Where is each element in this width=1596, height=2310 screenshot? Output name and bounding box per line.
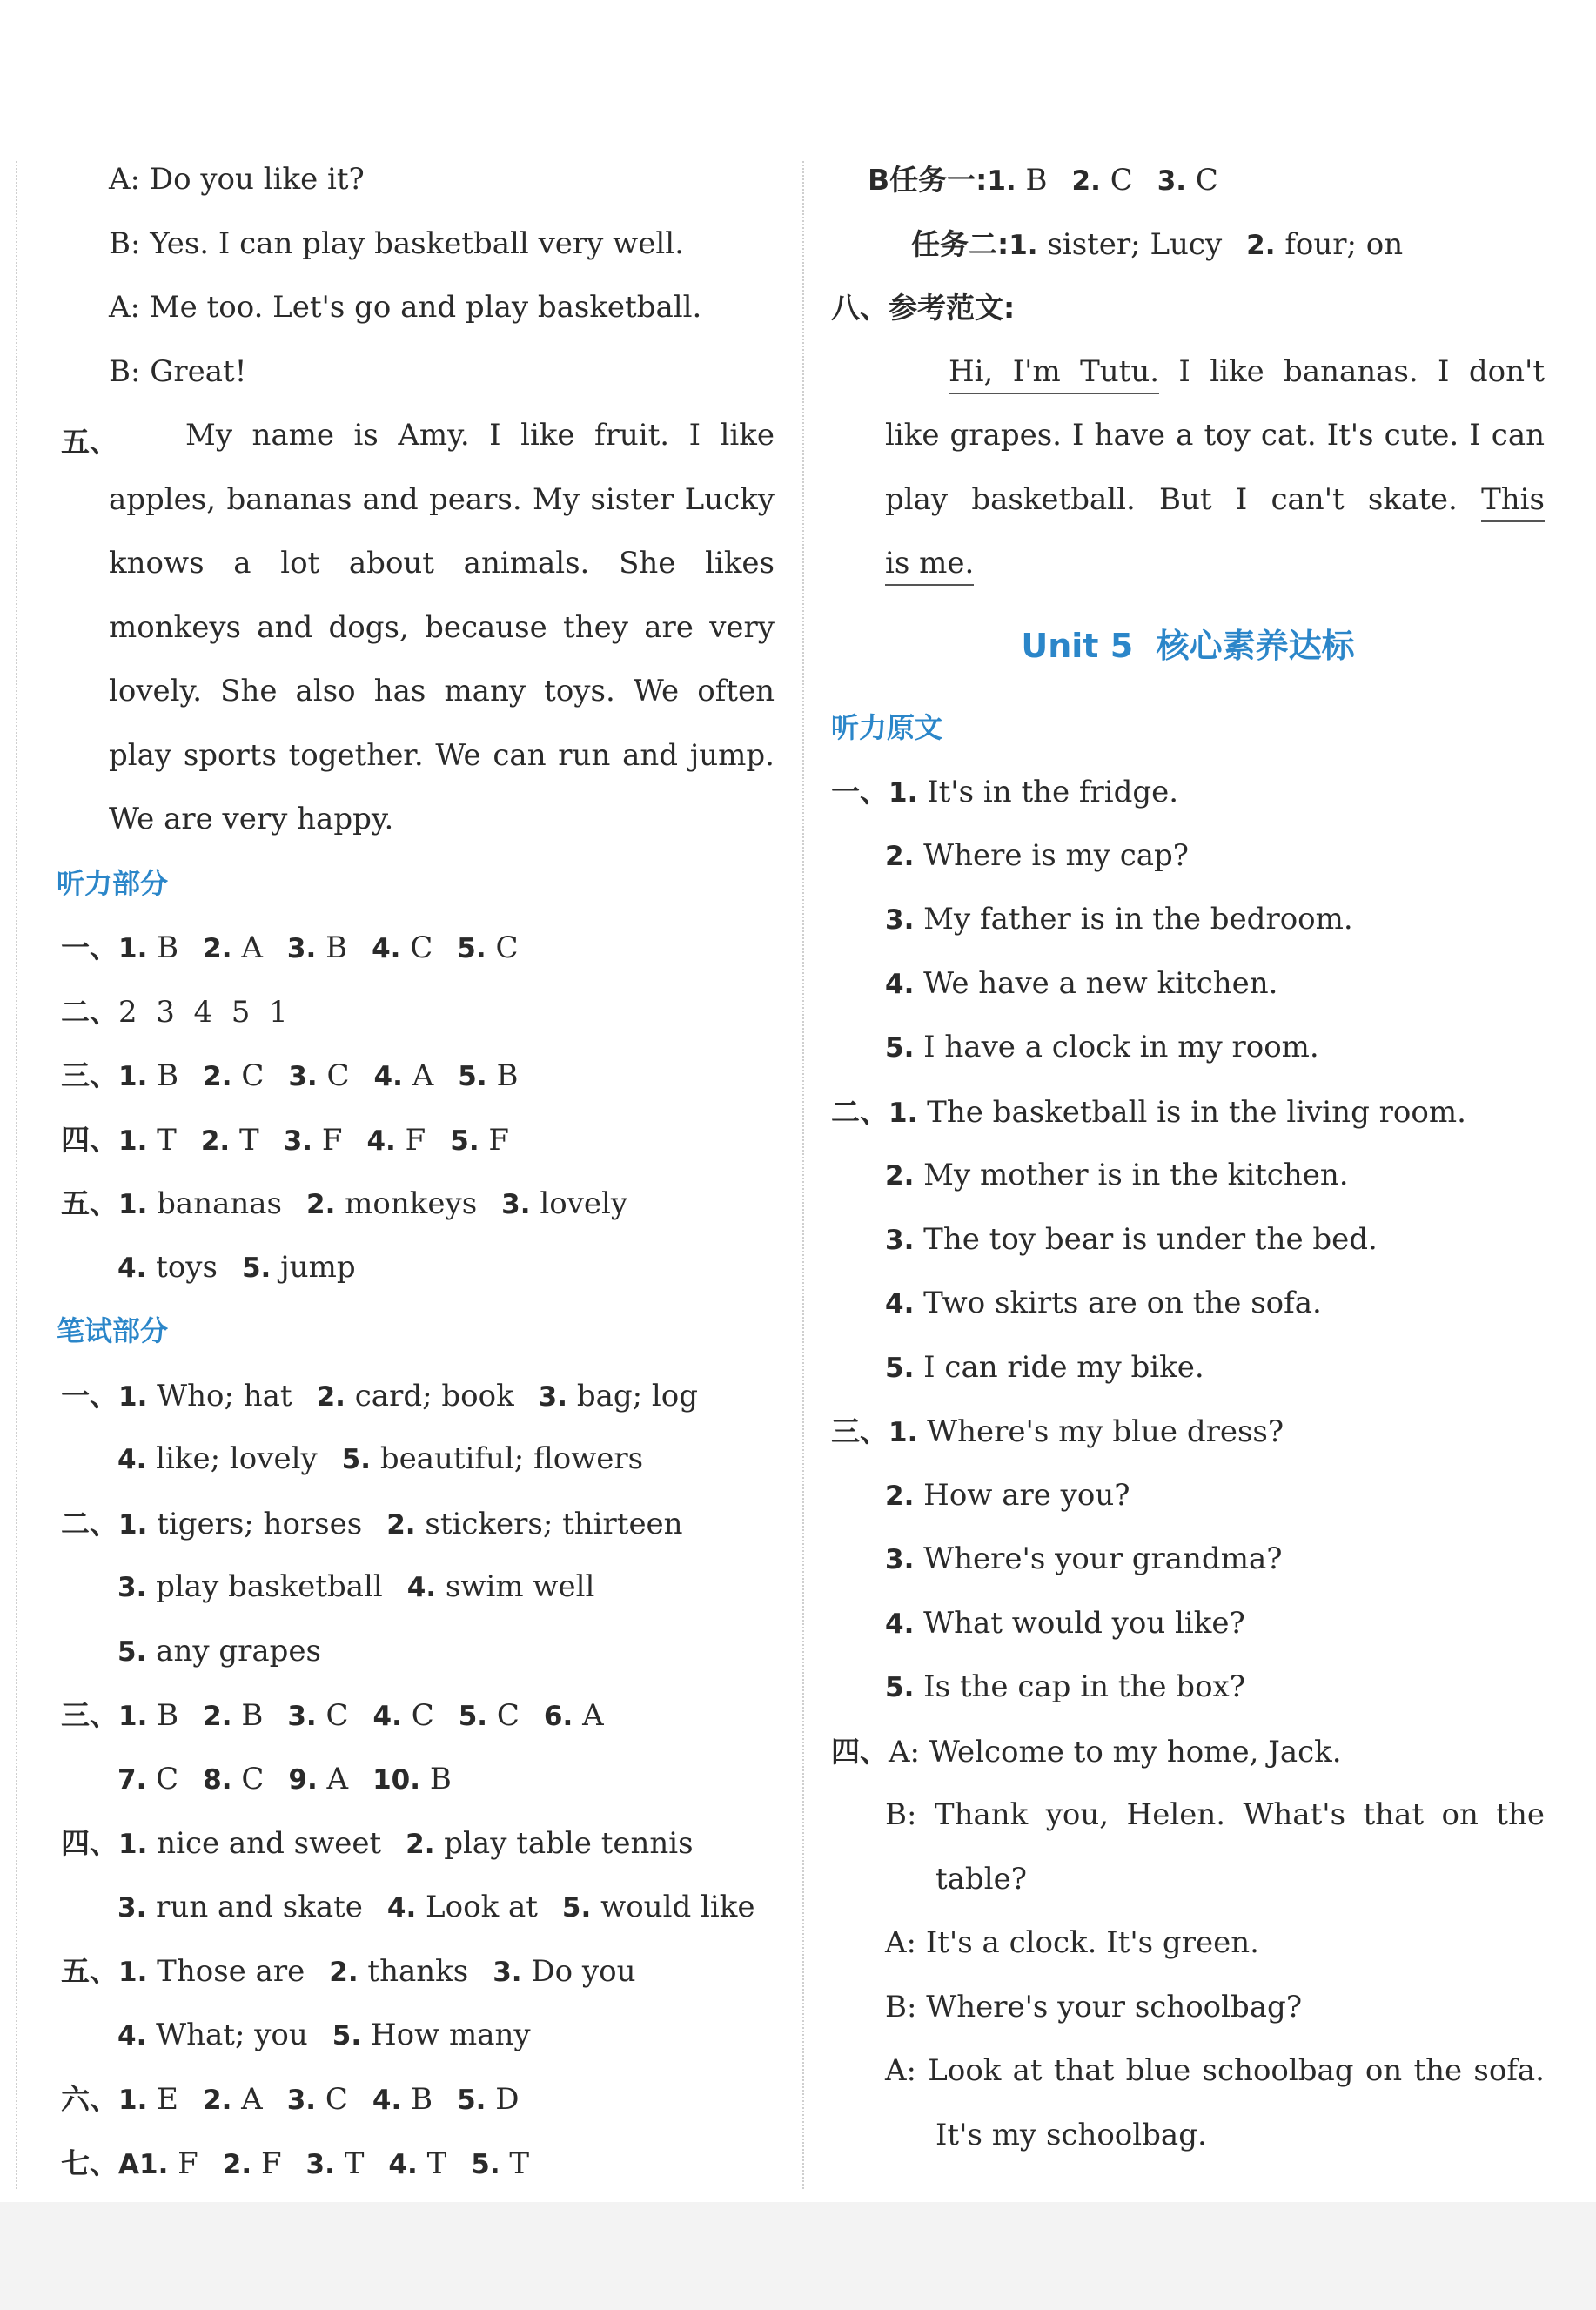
answer: like; lovely — [156, 1441, 318, 1476]
section-label: 四、 — [61, 1826, 118, 1860]
answer-row — [61, 2132, 775, 2196]
script-row — [831, 760, 1545, 824]
answer-row — [61, 1364, 775, 1428]
passage-line: play sports together. We can run and jump. — [109, 737, 775, 773]
script-row — [831, 1464, 1545, 1528]
underlined-text: Hi, I'm Tutu. — [949, 354, 1159, 394]
passage-block — [61, 404, 775, 852]
answer: T — [426, 2145, 447, 2181]
answer-row — [61, 1939, 775, 2004]
answer: monkeys — [345, 1186, 478, 1221]
section-label: 四、 — [61, 1122, 118, 1157]
script-row — [831, 1592, 1545, 1656]
item-number: 4. — [388, 2148, 418, 2180]
item-number: 5. — [471, 2148, 500, 2180]
section-label: 一、 — [61, 930, 118, 964]
section-label: 二、 — [61, 994, 118, 1029]
item-number: 4. — [117, 1444, 147, 1475]
passage-line: lovely. She also has many toys. We often — [109, 674, 775, 708]
script-row — [831, 1272, 1545, 1336]
item-number: 1. — [118, 2085, 148, 2116]
section-label: B任务一: — [868, 163, 988, 197]
item-number: 1. — [118, 1061, 148, 1092]
answer-row — [61, 1683, 775, 1748]
answer: sister; Lucy — [1047, 226, 1223, 262]
script-row: A: It's a clock. It's green. — [885, 1925, 1259, 1960]
item-number: 4. — [386, 1891, 417, 1924]
item-number: 3. — [117, 1891, 147, 1924]
item-number: 4. — [372, 2085, 402, 2116]
answer-row — [61, 1236, 775, 1300]
answer: bananas — [157, 1186, 282, 1221]
answer: C — [241, 1761, 265, 1796]
left-column — [57, 148, 775, 2195]
item-number: 2. — [1071, 165, 1101, 197]
answer: Do you — [531, 1954, 636, 1989]
answer-row — [61, 1492, 775, 1556]
script-text: A: Welcome to my home, Jack. — [889, 1734, 1342, 1769]
script-text: Is the cap in the box? — [923, 1669, 1245, 1704]
unit-title: Unit 5 核心素养达标 — [1021, 626, 1355, 665]
answer: B — [157, 930, 179, 965]
item-number: 4. — [885, 968, 915, 1000]
section-heading-listening-script: 听力原文 — [831, 710, 943, 744]
answer-row — [61, 2067, 775, 2132]
answer-row — [61, 916, 775, 980]
answer: E — [157, 2082, 178, 2117]
item-number: 2. — [203, 1061, 232, 1092]
item-number: 2. — [203, 933, 232, 964]
section-heading-model-essay — [831, 276, 1545, 340]
answer-row — [61, 2004, 775, 2068]
answer: lovely — [540, 1186, 628, 1221]
answer: T — [344, 2145, 365, 2181]
answer: C — [1110, 163, 1133, 198]
item-number: 2. — [406, 1829, 435, 1860]
item-number: 3. — [885, 904, 915, 936]
item-number: 4. — [117, 1252, 147, 1284]
item-number: 3. — [538, 1380, 568, 1413]
item-number: 1. — [889, 1097, 918, 1129]
script-row: table? — [935, 1861, 1027, 1897]
answer: B — [325, 930, 348, 965]
answer: any grapes — [156, 1633, 321, 1669]
item-number: 7. — [117, 1763, 147, 1796]
item-number: 1. — [889, 777, 918, 809]
answer-row — [61, 1876, 775, 1940]
script-row: B: Where's your schoolbag? — [885, 1989, 1303, 2025]
item-number: 5. — [458, 1061, 487, 1092]
answer: C — [1195, 163, 1218, 198]
item-number: 5. — [332, 2019, 362, 2051]
answer: swim well — [445, 1569, 595, 1604]
part-label: A — [118, 2148, 139, 2180]
passage-line: monkeys and dogs, because they are very — [109, 609, 775, 645]
section-label: 一、 — [831, 775, 889, 809]
answer-row — [61, 1555, 775, 1620]
passage-line: apples, bananas and pears. My sister Lucky — [109, 481, 775, 517]
column-divider — [802, 161, 804, 2189]
item-number: 3. — [493, 1957, 522, 1988]
script-row — [831, 1528, 1545, 1592]
section-label: 五、 — [61, 425, 118, 459]
item-number: 2. — [200, 1125, 231, 1157]
answer: T — [509, 2145, 530, 2181]
answer: C — [156, 1761, 179, 1796]
answer: T — [157, 1122, 177, 1158]
item-number: 2. — [203, 1701, 232, 1732]
item-number: 5. — [458, 1701, 488, 1732]
answer: B — [157, 1058, 179, 1093]
item-number: 3. — [885, 1544, 915, 1575]
dialogue-line: A: Do you like it? — [109, 162, 365, 197]
answer-row — [831, 212, 1545, 277]
answer: B — [496, 1058, 519, 1093]
dialogue-line: B: Yes. I can play basketball very well. — [109, 225, 684, 261]
answer: play basketball — [156, 1569, 383, 1604]
section-heading-listening: 听力部分 — [57, 866, 169, 900]
answer: B — [241, 1698, 264, 1733]
script-text: The toy bear is under the bed. — [923, 1221, 1378, 1257]
item-number: 3. — [885, 1224, 915, 1256]
answer: B — [1025, 163, 1048, 198]
answer-row — [61, 1044, 775, 1108]
script-row: A: Look at that blue schoolbag on the sofa. — [885, 2053, 1545, 2088]
item-number: 1. — [118, 1125, 148, 1157]
script-row — [831, 1336, 1545, 1400]
section-label: 六、 — [61, 2082, 118, 2116]
section-label: 三、 — [61, 1698, 118, 1732]
script-text: My father is in the bedroom. — [923, 902, 1353, 937]
script-row — [831, 1400, 1545, 1464]
item-number: 5. — [457, 2085, 486, 2116]
answer-row — [61, 1172, 775, 1236]
item-number: 2. — [222, 2148, 252, 2180]
item-number: 1. — [889, 1417, 918, 1448]
answer-row — [61, 1108, 775, 1172]
answer: D — [495, 2082, 520, 2117]
section-label: 一、 — [61, 1378, 118, 1413]
item-number: 1. — [139, 2148, 169, 2180]
answer: would like — [600, 1889, 755, 1924]
underlined-text: This — [1481, 482, 1545, 522]
answer: C — [325, 2082, 348, 2117]
answer: F — [488, 1122, 510, 1158]
item-number: 1. — [118, 1508, 148, 1541]
item-number: 3. — [501, 1189, 531, 1220]
item-number: 4. — [885, 1608, 915, 1640]
item-number: 3. — [287, 1701, 317, 1732]
script-text: Two skirts are on the sofa. — [923, 1286, 1322, 1320]
item-number: 4. — [372, 1701, 402, 1732]
answer: beautiful; flowers — [379, 1441, 644, 1476]
answer: stickers; thirteen — [425, 1506, 683, 1541]
page-bottom-band — [0, 2202, 1596, 2310]
script-row: B: Thank you, Helen. What's that on the — [885, 1797, 1545, 1832]
answer: Those are — [157, 1954, 305, 1989]
item-number: 4. — [406, 1572, 437, 1603]
item-number: 1. — [118, 1957, 148, 1988]
script-row — [831, 952, 1545, 1017]
essay-line — [831, 340, 1545, 405]
answer: nice and sweet — [157, 1826, 382, 1861]
answer: toys — [156, 1249, 218, 1285]
answer: A — [412, 1058, 434, 1093]
answer: F — [321, 1122, 343, 1158]
item-number: 4. — [373, 1061, 403, 1092]
item-number: 5. — [885, 1032, 915, 1064]
item-number: 10. — [372, 1763, 421, 1796]
item-number: 2. — [316, 1380, 345, 1413]
section-heading-written: 笔试部分 — [57, 1314, 169, 1347]
item-number: 4. — [366, 1125, 396, 1157]
answer: C — [496, 1698, 520, 1733]
section-label: 三、 — [61, 1058, 118, 1092]
section-label: 三、 — [831, 1414, 889, 1448]
passage-line: We are very happy. — [109, 802, 394, 836]
item-number: 5. — [885, 1352, 915, 1384]
passage-line: knows a lot about animals. She likes — [109, 546, 775, 581]
answer: A — [326, 1761, 349, 1796]
script-row — [831, 824, 1545, 889]
section-label: 二、 — [61, 1506, 118, 1541]
answer: Who; hat — [157, 1378, 292, 1414]
answer: C — [326, 1058, 350, 1093]
answer: B — [429, 1761, 452, 1796]
script-text: My mother is in the kitchen. — [923, 1158, 1349, 1192]
answer: B — [157, 1698, 179, 1733]
answer: C — [410, 930, 433, 965]
script-text: We have a new kitchen. — [923, 965, 1278, 1001]
item-number: 8. — [203, 1763, 232, 1796]
item-number: 1. — [118, 933, 148, 964]
answer: Look at — [426, 1889, 538, 1924]
script-text: It's in the fridge. — [927, 775, 1179, 809]
item-number: 2. — [329, 1957, 359, 1988]
answer: run and skate — [156, 1889, 363, 1924]
item-number: 3. — [286, 2085, 317, 2116]
item-number: 1. — [118, 1701, 148, 1732]
item-number: 4. — [117, 2019, 147, 2051]
item-number: 1. — [1009, 229, 1038, 261]
section-label: 五、 — [61, 1954, 118, 1988]
answer: C — [325, 1698, 349, 1733]
item-number: 2. — [1246, 229, 1276, 261]
essay-line — [831, 532, 1545, 596]
answer: F — [260, 2145, 282, 2181]
script-text: The basketball is in the living room. — [927, 1094, 1466, 1130]
item-number: 6. — [543, 1701, 573, 1732]
item-number: 2. — [885, 840, 915, 872]
answer: bag; log — [576, 1378, 699, 1414]
script-row — [831, 1720, 1545, 1784]
item-number: 3. — [288, 1061, 318, 1092]
left-margin-rule — [16, 161, 17, 2189]
answer: F — [178, 2145, 198, 2181]
item-number: 5. — [117, 1635, 147, 1668]
script-row — [831, 1655, 1545, 1720]
passage-line: My name is Amy. I like fruit. I like — [185, 418, 775, 453]
script-text: I can ride my bike. — [923, 1349, 1204, 1385]
item-number: 3. — [286, 933, 317, 964]
answer: thanks — [367, 1954, 469, 1989]
answer: jump — [280, 1249, 356, 1285]
answer-row — [61, 980, 775, 1044]
script-row — [831, 1208, 1545, 1273]
script-row — [831, 1080, 1545, 1145]
item-number: 4. — [372, 933, 401, 964]
answer: A — [582, 1698, 604, 1733]
item-number: 5. — [450, 1125, 479, 1157]
script-row — [831, 1144, 1545, 1208]
item-number: 5. — [241, 1252, 272, 1284]
script-row: It's my schoolbag. — [935, 2117, 1207, 2152]
answer: C — [495, 930, 519, 965]
script-text: How are you? — [923, 1477, 1130, 1513]
answer: 2 3 4 5 1 — [118, 994, 288, 1030]
answer: B — [411, 2082, 433, 2117]
item-number: 1. — [118, 1380, 148, 1413]
section-label: 八、参考范文: — [831, 291, 1016, 325]
script-text: Where's your grandma? — [923, 1541, 1283, 1576]
item-number: 3. — [305, 2148, 335, 2180]
script-row — [831, 1016, 1545, 1080]
script-text: What would you like? — [923, 1605, 1245, 1641]
dialogue-line: B: Great! — [109, 353, 247, 389]
answer: C — [241, 1058, 265, 1093]
answer: T — [239, 1122, 259, 1158]
answer: four; on — [1284, 226, 1404, 262]
script-row — [831, 888, 1545, 952]
item-number: 5. — [457, 933, 486, 964]
item-number: 1. — [118, 1189, 148, 1220]
script-text: Where's my blue dress? — [927, 1414, 1284, 1449]
section-label: 二、 — [831, 1094, 889, 1129]
answer: play table tennis — [444, 1826, 694, 1861]
answer-row — [61, 1427, 775, 1492]
answer: C — [411, 1698, 434, 1733]
script-text: Where is my cap? — [923, 837, 1190, 873]
answer-row — [814, 148, 1545, 212]
section-label: 任务二: — [911, 226, 1009, 261]
essay-line — [831, 468, 1545, 533]
section-label: 五、 — [61, 1186, 118, 1220]
item-number: 9. — [288, 1763, 318, 1796]
item-number: 2. — [306, 1189, 336, 1220]
item-number: 2. — [885, 1480, 915, 1512]
item-number: 3. — [1157, 165, 1187, 197]
item-number: 2. — [203, 2085, 232, 2116]
item-number: 2. — [386, 1508, 416, 1541]
essay-line: like grapes. I have a toy cat. It's cute. I can — [885, 418, 1545, 453]
section-label: 七、 — [61, 2145, 118, 2180]
item-number: 5. — [341, 1444, 372, 1475]
answer: F — [405, 1122, 426, 1158]
item-number: 2. — [885, 1160, 915, 1192]
right-column — [831, 148, 1545, 2167]
underlined-text: is me. — [885, 546, 974, 586]
item-number: 5. — [561, 1891, 592, 1924]
answer-row — [61, 1811, 775, 1876]
answer: A — [241, 930, 263, 965]
answer: card; book — [354, 1378, 514, 1414]
item-number: 1. — [987, 165, 1016, 197]
answer-row — [61, 1748, 775, 1812]
item-number: 3. — [117, 1572, 147, 1603]
section-label: 四、 — [831, 1734, 889, 1769]
essay-text: I like bananas. I don't — [1159, 353, 1545, 389]
answer-row — [61, 1620, 775, 1684]
item-number: 4. — [885, 1288, 915, 1320]
answer: What; you — [156, 2017, 308, 2052]
essay-text: play basketball. But I can't skate. — [885, 481, 1482, 517]
answer: tigers; horses — [157, 1506, 363, 1541]
dialogue-line: A: Me too. Let's go and play basketball. — [109, 290, 702, 325]
item-number: 3. — [283, 1125, 313, 1157]
answer: How many — [370, 2017, 531, 2052]
item-number: 1. — [118, 1829, 148, 1860]
item-number: 5. — [885, 1672, 915, 1703]
script-text: I have a clock in my room. — [923, 1030, 1319, 1064]
answer: A — [241, 2082, 263, 2117]
